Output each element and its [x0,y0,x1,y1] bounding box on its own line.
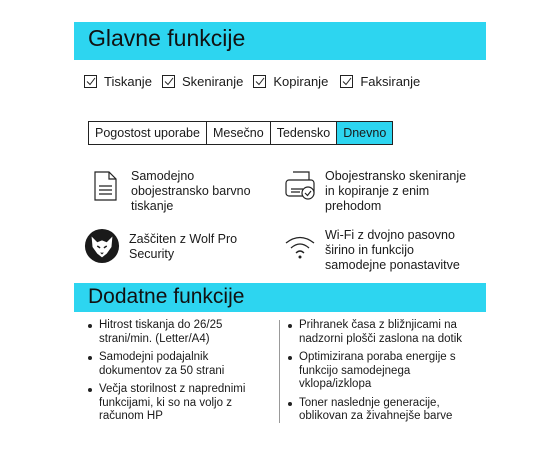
function-item-faksiranje [340,74,420,89]
checkbox-icon [162,75,175,88]
feature-duplex-printing [88,169,268,214]
usage-option-monthly: Mesečno [207,122,271,144]
function-item-tiskanje [84,74,152,89]
function-label: Faksiranje [360,74,421,89]
function-item-skeniranje [162,74,243,89]
column-divider [279,320,280,423]
checkbox-icon [340,75,353,88]
feature-text: Zaščiten z Wolf Pro Security [129,232,238,261]
usage-frequency-label: Pogostost uporabe [89,122,207,144]
extra-features-left [86,319,272,429]
usage-option-daily: Dnevno [337,122,392,144]
function-label: Tiskanje [104,74,152,89]
main-features-title: Glavne funkcije [88,25,246,51]
main-features-header [74,22,486,60]
function-checklist [84,74,430,89]
document-icon [88,169,122,203]
feature-dual-band-wifi [283,228,483,273]
usage-option-weekly: Tedensko [271,122,338,144]
usage-frequency-selector [88,121,393,145]
wolf-icon [84,228,120,264]
feature-text: Obojestransko skeniranje in kopiranje z enim prehodom [325,169,467,213]
scanner-icon [283,169,317,203]
function-label: Kopiranje [273,74,329,89]
list-item: Toner naslednje generacije, oblikovan za živahnejše barve [286,397,478,424]
feature-text: Wi-Fi z dvojno pasovno širino in funkcijo samodejne ponastavitve [325,228,460,272]
checkbox-icon [253,75,266,88]
feature-wolf-security [84,228,264,264]
wifi-icon [283,228,317,262]
feature-text: Samodejno obojestransko barvno tiskanje [131,169,251,213]
list-item: Samodejni podajalnik dokumentov za 50 strani [86,351,272,378]
extra-features-right [286,319,478,429]
list-item: Prihranek časa z bližnjicami na nadzorni plošči zaslona na dotik [286,319,478,346]
checkbox-icon [84,75,97,88]
function-item-kopiranje [253,74,328,89]
extra-features-header [74,283,486,312]
function-label: Skeniranje [181,74,244,89]
list-item: Hitrost tiskanja do 26/25 strani/min. (Letter/A4) [86,319,272,346]
list-item: Optimizirana poraba energije s funkcijo samodejnega vklopa/izklopa [286,351,478,392]
feature-duplex-scanning [283,169,483,214]
list-item: Večja storilnost z naprednimi funkcijami, ki so na voljo z računom HP [86,383,272,424]
extra-features-title: Dodatne funkcije [88,285,245,308]
